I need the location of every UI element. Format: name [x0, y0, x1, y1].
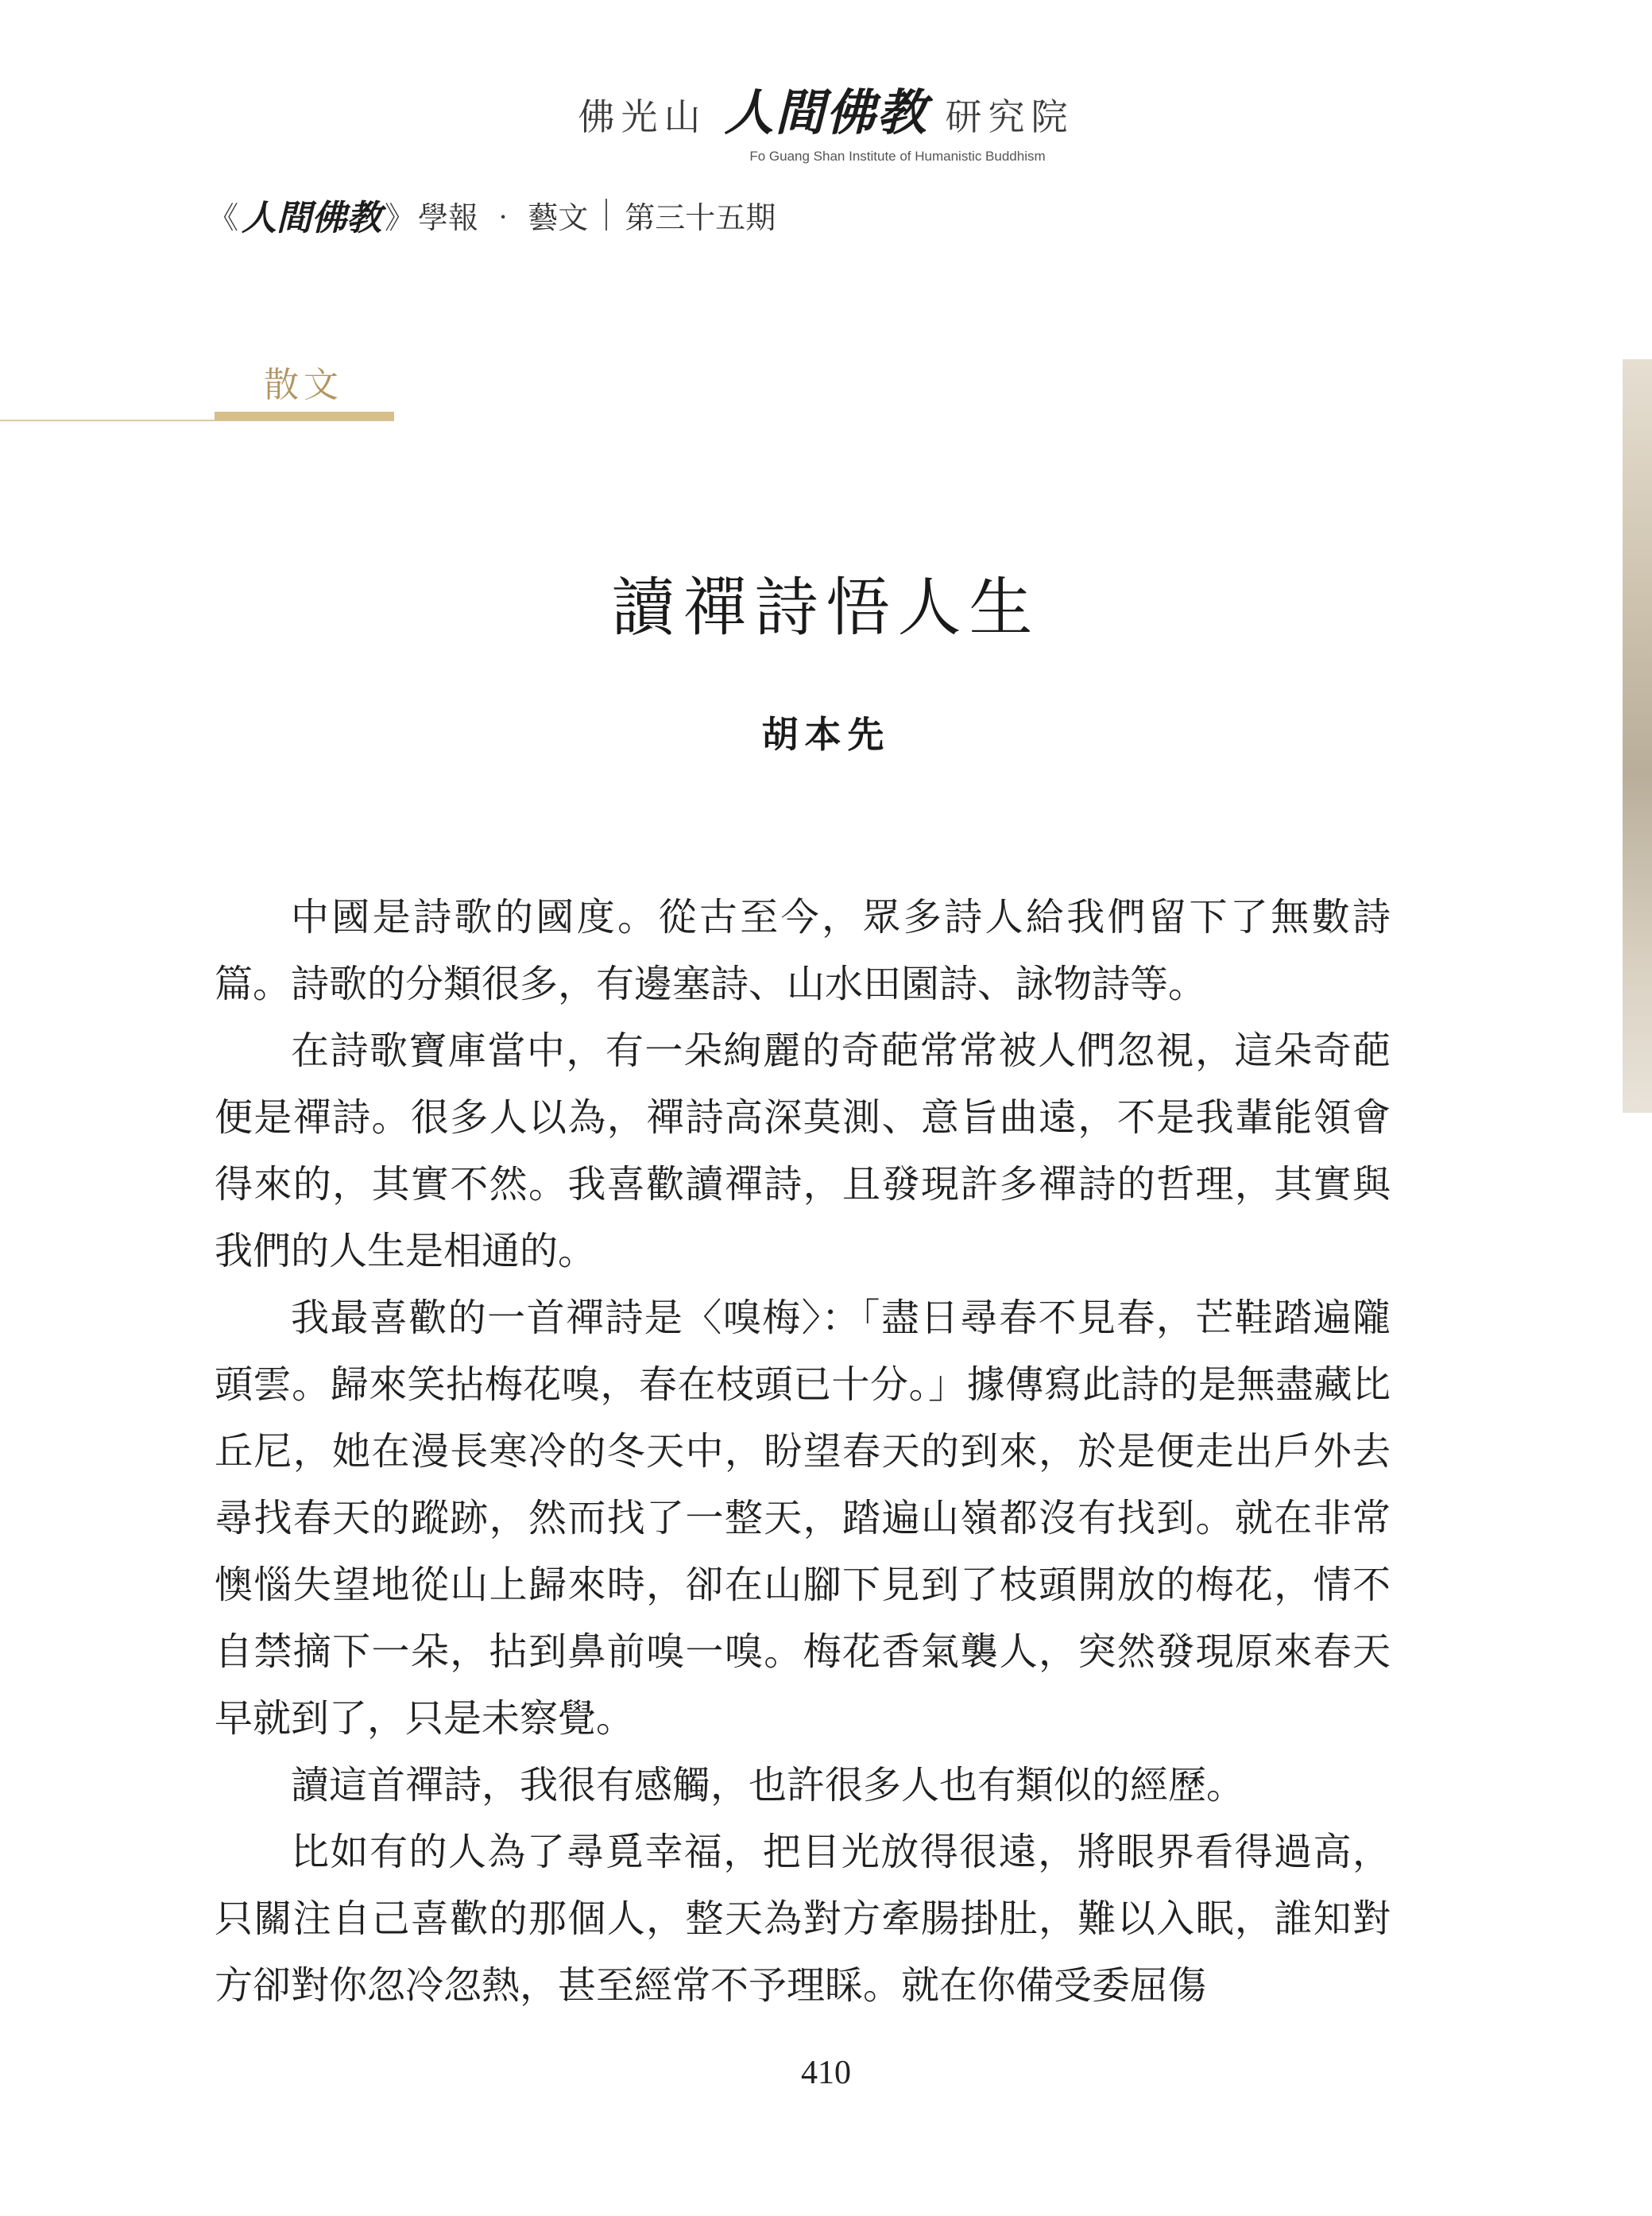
journal-divider [605, 199, 607, 231]
section-label: 散文 [264, 365, 343, 405]
paragraph: 在詩歌寶庫當中，有一朵絢麗的奇葩常常被人們忽視，這朵奇葩便是禪詩。很多人以為，禪詩高深莫測、意旨曲遠，不是我輩能領會得來的，其實不然。我喜歡讀禪詩，且發現許多禪詩的哲理，其實與我們的人生是相通的。 [215, 1029, 1391, 1273]
institute-english-name: Fo Guang Shan Institute of Humanistic Buddhism [749, 149, 1046, 164]
journal-open-bracket: 《 [208, 200, 239, 235]
journal-running-head [208, 189, 776, 240]
institute-suffix: 研究院 [945, 95, 1074, 138]
article-title: 讀禪詩悟人生 [611, 571, 1041, 645]
journal-issue: 第三十五期 [625, 200, 776, 235]
paragraph: 讀這首禪詩，我很有感觸，也許很多人也有類似的經歷。 [291, 1763, 1245, 1807]
section-rule-accent [215, 412, 394, 420]
journal-brand: 人間佛教 [242, 198, 382, 238]
page-number: 410 [801, 2055, 851, 2091]
article-author: 胡本先 [761, 713, 891, 756]
article-body [215, 884, 1391, 2019]
institute-name [578, 73, 1074, 144]
journal-close-bracket: 》 [385, 200, 416, 235]
paragraph: 比如有的人為了尋覓幸福，把目光放得很遠，將眼界看得過高，只關注自己喜歡的那個人，整天為對方牽腸掛肚，難以入眠，誰知對方卻對你忽冷忽熱，甚至經常不予理睬。就在你備受委屈傷 [215, 1830, 1391, 2008]
institute-logo [0, 73, 1652, 165]
journal-name-suffix: 學報 ‧ 藝文 [418, 200, 589, 235]
institute-prefix: 佛光山 [578, 95, 707, 138]
paragraph: 我最喜歡的一首禪詩是〈嗅梅〉：「盡日尋春不見春，芒鞋踏遍隴頭雲。歸來笑拈梅花嗅，春在枝頭已十分。」據傳寫此詩的是無盡藏比丘尼，她在漫長寒冷的冬天中，盼望春天的到來，於是便走出戶外去尋找春天的蹤跡，然而找了一整天，踏遍山嶺都沒有找到。就在非常懊惱失望地從山上歸來時，卻在山腳下見到了枝頭開放的梅花，情不自禁摘下一朵，拈到鼻前嗅一嗅。梅花香氣襲人，突然發現原來春天早就到了，只是未察覺。 [215, 1296, 1391, 1741]
institute-brand-calligraphy: 人間佛教 [724, 83, 928, 141]
paragraph: 中國是詩歌的國度。從古至今，眾多詩人給我們留下了無數詩篇。詩歌的分類很多，有邊塞詩、山水田園詩、詠物詩等。 [215, 895, 1391, 1006]
